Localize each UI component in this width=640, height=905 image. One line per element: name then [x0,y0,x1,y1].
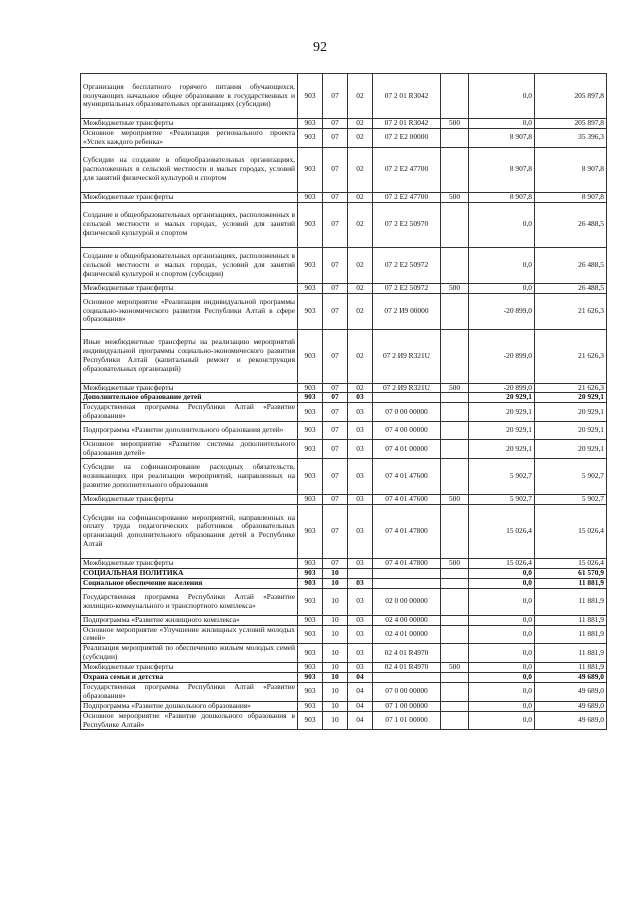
target-article-code: 07 2 E2 47700 [373,192,441,202]
amount-2023: 0,0 [469,644,535,663]
target-article-code: 07 2 E2 50970 [373,202,441,247]
expense-type-code: 500 [441,119,469,129]
row-name: Реализация мероприятий по обеспечению жильем молодых семей (субсидии) [81,644,298,663]
target-article-code: 07 0 00 00000 [373,403,441,422]
row-name: Государственная программа Республики Алтай «Развитие образования» [81,682,298,701]
amount-2024: 35 396,3 [535,128,607,147]
section-code: 07 [323,293,348,329]
expense-type-code [441,504,469,558]
expense-type-code [441,74,469,119]
expense-type-code: 500 [441,558,469,568]
admin-code: 903 [298,568,323,578]
admin-code: 903 [298,202,323,247]
table-row [81,74,607,119]
expense-type-code [441,644,469,663]
target-article-code: 07 2 01 R3042 [373,74,441,119]
subsection-code: 03 [348,625,373,644]
expense-type-code [441,202,469,247]
amount-2024: 20 929,1 [535,393,607,403]
amount-2024: 26 488,5 [535,202,607,247]
admin-code: 903 [298,440,323,459]
subsection-code: 02 [348,383,373,393]
section-code: 10 [323,568,348,578]
amount-2023: 0,0 [469,247,535,283]
target-article-code: 07 2 И9 00000 [373,293,441,329]
admin-code: 903 [298,128,323,147]
table-row [81,383,607,393]
amount-2023: 0,0 [469,283,535,293]
section-code: 07 [323,504,348,558]
target-article-code: 07 1 00 00000 [373,701,441,711]
subsection-code: 03 [348,588,373,615]
admin-code: 903 [298,494,323,504]
page-number: 92 [313,40,327,55]
expense-type-code [441,440,469,459]
amount-2023: 20 929,1 [469,393,535,403]
admin-code: 903 [298,625,323,644]
admin-code: 903 [298,192,323,202]
amount-2023: 15 026,4 [469,504,535,558]
table-row [81,403,607,422]
amount-2024: 21 626,3 [535,383,607,393]
section-code: 07 [323,147,348,192]
section-code: 07 [323,202,348,247]
section-code: 07 [323,393,348,403]
target-article-code: 02 4 01 00000 [373,625,441,644]
section-code: 10 [323,673,348,683]
subsection-code: 02 [348,293,373,329]
expense-type-code: 500 [441,283,469,293]
target-article-code: 07 4 01 47800 [373,504,441,558]
row-name: Охрана семьи и детства [81,673,298,683]
subsection-code: 02 [348,202,373,247]
subsection-code [348,568,373,578]
section-code: 07 [323,403,348,422]
table-row [81,644,607,663]
row-name: Социальное обеспечение населения [81,578,298,588]
target-article-code: 07 2 И9 R321U [373,329,441,383]
target-article-code: 07 1 01 00000 [373,711,441,730]
admin-code: 903 [298,329,323,383]
expense-type-code [441,147,469,192]
section-code: 07 [323,192,348,202]
admin-code: 903 [298,293,323,329]
subsection-code: 02 [348,147,373,192]
admin-code: 903 [298,644,323,663]
row-name: Подпрограмма «Развитие дошкольного образования» [81,701,298,711]
amount-2024: 26 488,5 [535,247,607,283]
subsection-code: 04 [348,673,373,683]
expense-type-code [441,393,469,403]
target-article-code [373,673,441,683]
amount-2024: 5 902,7 [535,494,607,504]
amount-2024: 20 929,1 [535,422,607,440]
admin-code: 903 [298,119,323,129]
target-article-code: 07 2 E2 50972 [373,283,441,293]
target-article-code: 02 4 00 00000 [373,615,441,625]
table-row [81,558,607,568]
expense-type-code [441,422,469,440]
section-code: 07 [323,247,348,283]
subsection-code: 03 [348,458,373,494]
target-article-code: 02 4 01 R4970 [373,663,441,673]
section-code: 10 [323,625,348,644]
amount-2024: 20 929,1 [535,440,607,459]
admin-code: 903 [298,673,323,683]
table-row [81,711,607,730]
subsection-code: 04 [348,711,373,730]
amount-2023: 0,0 [469,701,535,711]
table-row [81,578,607,588]
amount-2023: 0,0 [469,673,535,683]
subsection-code: 02 [348,74,373,119]
table-row [81,283,607,293]
admin-code: 903 [298,403,323,422]
table-row [81,202,607,247]
expense-type-code [441,128,469,147]
admin-code: 903 [298,147,323,192]
table-row [81,615,607,625]
expense-type-code [441,329,469,383]
subsection-code: 02 [348,329,373,383]
amount-2023: 8 907,8 [469,128,535,147]
admin-code: 903 [298,701,323,711]
amount-2024: 49 689,0 [535,682,607,701]
subsection-code: 03 [348,393,373,403]
table-row [81,504,607,558]
subsection-code: 02 [348,128,373,147]
section-code: 10 [323,663,348,673]
section-code: 10 [323,701,348,711]
subsection-code: 03 [348,440,373,459]
row-name: Субсидии на создание в общеобразовательных организациях, расположенных в сельской местности и малых городах, условий для занятий физической культурой и спортом [81,147,298,192]
admin-code: 903 [298,504,323,558]
admin-code: 903 [298,682,323,701]
amount-2024: 11 881,9 [535,663,607,673]
amount-2023: -20 899,0 [469,383,535,393]
row-name: Подпрограмма «Развитие дополнительного образования детей» [81,422,298,440]
amount-2024: 26 488,5 [535,283,607,293]
amount-2024: 21 626,3 [535,329,607,383]
table-row [81,128,607,147]
amount-2024: 20 929,1 [535,403,607,422]
section-code: 07 [323,558,348,568]
target-article-code: 07 2 E2 47700 [373,147,441,192]
amount-2023: 8 907,8 [469,147,535,192]
row-name: СОЦИАЛЬНАЯ ПОЛИТИКА [81,568,298,578]
amount-2023: 20 929,1 [469,403,535,422]
row-name: Дополнительное образование детей [81,393,298,403]
row-name: Основное мероприятие «Улучшение жилищных условий молодых семей» [81,625,298,644]
section-code: 07 [323,422,348,440]
table-row [81,568,607,578]
section-code: 07 [323,383,348,393]
section-code: 07 [323,128,348,147]
amount-2024: 21 626,3 [535,293,607,329]
row-name: Субсидии на софинансирование расходных обязательств, возникающих при реализации мероприятий, направленных на развитие дополнительного образования [81,458,298,494]
row-name: Межбюджетные трансферты [81,494,298,504]
amount-2023: 0,0 [469,682,535,701]
section-code: 10 [323,682,348,701]
subsection-code: 03 [348,558,373,568]
admin-code: 903 [298,458,323,494]
amount-2023: 5 902,7 [469,494,535,504]
row-name: Межбюджетные трансферты [81,383,298,393]
amount-2024: 8 907,8 [535,147,607,192]
subsection-code: 02 [348,119,373,129]
subsection-code: 03 [348,663,373,673]
amount-2024: 5 902,7 [535,458,607,494]
row-name: Межбюджетные трансферты [81,192,298,202]
subsection-code: 03 [348,504,373,558]
row-name: Создание в общеобразовательных организациях, расположенных в сельской местности и малых городах, условий для занятий физической культурой и спортом (субсидии) [81,247,298,283]
row-name: Основное мероприятие «Развитие системы дополнительного образования детей» [81,440,298,459]
section-code: 10 [323,644,348,663]
amount-2023: 8 907,8 [469,192,535,202]
section-code: 07 [323,440,348,459]
admin-code: 903 [298,663,323,673]
amount-2024: 205 897,8 [535,74,607,119]
subsection-code: 03 [348,578,373,588]
target-article-code: 07 4 01 47600 [373,494,441,504]
subsection-code: 03 [348,615,373,625]
amount-2023: 15 026,4 [469,558,535,568]
table-row [81,458,607,494]
amount-2023: 0,0 [469,119,535,129]
amount-2023: 0,0 [469,568,535,578]
amount-2024: 49 689,0 [535,701,607,711]
row-name: Подпрограмма «Развитие жилищного комплекса» [81,615,298,625]
subsection-code: 04 [348,682,373,701]
table-row [81,393,607,403]
amount-2023: 0,0 [469,663,535,673]
expense-type-code [441,568,469,578]
amount-2023: 0,0 [469,625,535,644]
expense-type-code: 500 [441,383,469,393]
amount-2023: 0,0 [469,578,535,588]
row-name: Иные межбюджетные трансферты на реализацию мероприятий индивидуальной программы социально-экономического развития Республики Алтай (капитальный ремонт и реконструкция образовательных организаций) [81,329,298,383]
amount-2024: 49 689,0 [535,711,607,730]
expense-type-code [441,682,469,701]
row-name: Основное мероприятие «Реализация регионального проекта «Успех каждого ребенка» [81,128,298,147]
subsection-code: 03 [348,494,373,504]
row-name: Межбюджетные трансферты [81,119,298,129]
admin-code: 903 [298,74,323,119]
row-name: Государственная программа Республики Алтай «Развитие образования» [81,403,298,422]
amount-2023: -20 899,0 [469,293,535,329]
target-article-code [373,578,441,588]
admin-code: 903 [298,711,323,730]
amount-2023: 0,0 [469,615,535,625]
target-article-code: 07 2 И9 R321U [373,383,441,393]
amount-2023: 20 929,1 [469,422,535,440]
amount-2024: 205 897,8 [535,119,607,129]
table-row [81,329,607,383]
section-code: 10 [323,615,348,625]
amount-2024: 11 881,9 [535,588,607,615]
amount-2024: 61 570,9 [535,568,607,578]
amount-2023: 0,0 [469,74,535,119]
table-row [81,625,607,644]
amount-2023: 0,0 [469,202,535,247]
target-article-code: 07 0 00 00000 [373,682,441,701]
expense-type-code [441,615,469,625]
amount-2023: 20 929,1 [469,440,535,459]
subsection-code: 02 [348,283,373,293]
expense-type-code [441,625,469,644]
section-code: 07 [323,283,348,293]
amount-2024: 11 881,9 [535,644,607,663]
admin-code: 903 [298,615,323,625]
row-name: Основное мероприятие «Реализация индивидуальной программы социально-экономического развития Республики Алтай в сфере образования» [81,293,298,329]
admin-code: 903 [298,383,323,393]
amount-2024: 49 689,0 [535,673,607,683]
expense-type-code [441,293,469,329]
admin-code: 903 [298,558,323,568]
amount-2023: 5 902,7 [469,458,535,494]
subsection-code: 03 [348,422,373,440]
section-code: 07 [323,329,348,383]
admin-code: 903 [298,283,323,293]
amount-2023: -20 899,0 [469,329,535,383]
table-row [81,147,607,192]
admin-code: 903 [298,578,323,588]
row-name: Государственная программа Республики Алтай «Развитие жилищно-коммунального и транспортного комплекса» [81,588,298,615]
table-row [81,293,607,329]
row-name: Межбюджетные трансферты [81,558,298,568]
section-code: 07 [323,74,348,119]
target-article-code: 07 4 01 47800 [373,558,441,568]
expense-type-code: 500 [441,192,469,202]
admin-code: 903 [298,247,323,283]
table-row [81,422,607,440]
target-article-code: 07 2 E2 00000 [373,128,441,147]
target-article-code: 02 0 00 00000 [373,588,441,615]
subsection-code: 03 [348,403,373,422]
expense-type-code [441,578,469,588]
target-article-code [373,568,441,578]
amount-2024: 11 881,9 [535,578,607,588]
section-code: 10 [323,588,348,615]
section-code: 07 [323,494,348,504]
admin-code: 903 [298,393,323,403]
target-article-code: 07 4 01 47600 [373,458,441,494]
subsection-code: 04 [348,701,373,711]
table-row [81,588,607,615]
row-name: Основное мероприятие «Развитие дошкольного образования в Республике Алтай» [81,711,298,730]
amount-2023: 0,0 [469,711,535,730]
subsection-code: 02 [348,247,373,283]
amount-2024: 11 881,9 [535,625,607,644]
target-article-code: 02 4 01 R4970 [373,644,441,663]
table-row [81,682,607,701]
subsection-code: 03 [348,644,373,663]
table-row [81,119,607,129]
target-article-code: 07 2 01 R3042 [373,119,441,129]
section-code: 10 [323,578,348,588]
row-name: Межбюджетные трансферты [81,283,298,293]
row-name: Организация бесплатного горячего питания обучающихся, получающих начальное общее образование в государственных и муниципальных образовательных организациях (субсидии) [81,74,298,119]
section-code: 10 [323,711,348,730]
expense-type-code [441,701,469,711]
table-row [81,663,607,673]
expense-type-code: 500 [441,494,469,504]
target-article-code [373,393,441,403]
target-article-code: 07 4 00 00000 [373,422,441,440]
expense-type-code [441,588,469,615]
expense-type-code [441,458,469,494]
expense-type-code: 500 [441,663,469,673]
expense-type-code [441,403,469,422]
expense-type-code [441,711,469,730]
table-row [81,494,607,504]
admin-code: 903 [298,588,323,615]
expense-type-code [441,247,469,283]
amount-2024: 15 026,4 [535,504,607,558]
table-row [81,440,607,459]
table-row [81,701,607,711]
target-article-code: 07 2 E2 50972 [373,247,441,283]
admin-code: 903 [298,422,323,440]
amount-2024: 8 907,8 [535,192,607,202]
section-code: 07 [323,458,348,494]
table-row [81,192,607,202]
target-article-code: 07 4 01 00000 [373,440,441,459]
expense-type-code [441,673,469,683]
row-name: Межбюджетные трансферты [81,663,298,673]
row-name: Создание в общеобразовательных организациях, расположенных в сельской местности и малых городах, условий для занятий физической культурой и спортом [81,202,298,247]
section-code: 07 [323,119,348,129]
amount-2024: 11 881,9 [535,615,607,625]
row-name: Субсидии на софинансирование мероприятий, направленных на оплату труда педагогических работников образовательных организаций дополнительного образования детей в Республике Алтай [81,504,298,558]
subsection-code: 02 [348,192,373,202]
amount-2024: 15 026,4 [535,558,607,568]
budget-table [80,73,607,730]
table-row [81,673,607,683]
amount-2023: 0,0 [469,588,535,615]
table-row [81,247,607,283]
